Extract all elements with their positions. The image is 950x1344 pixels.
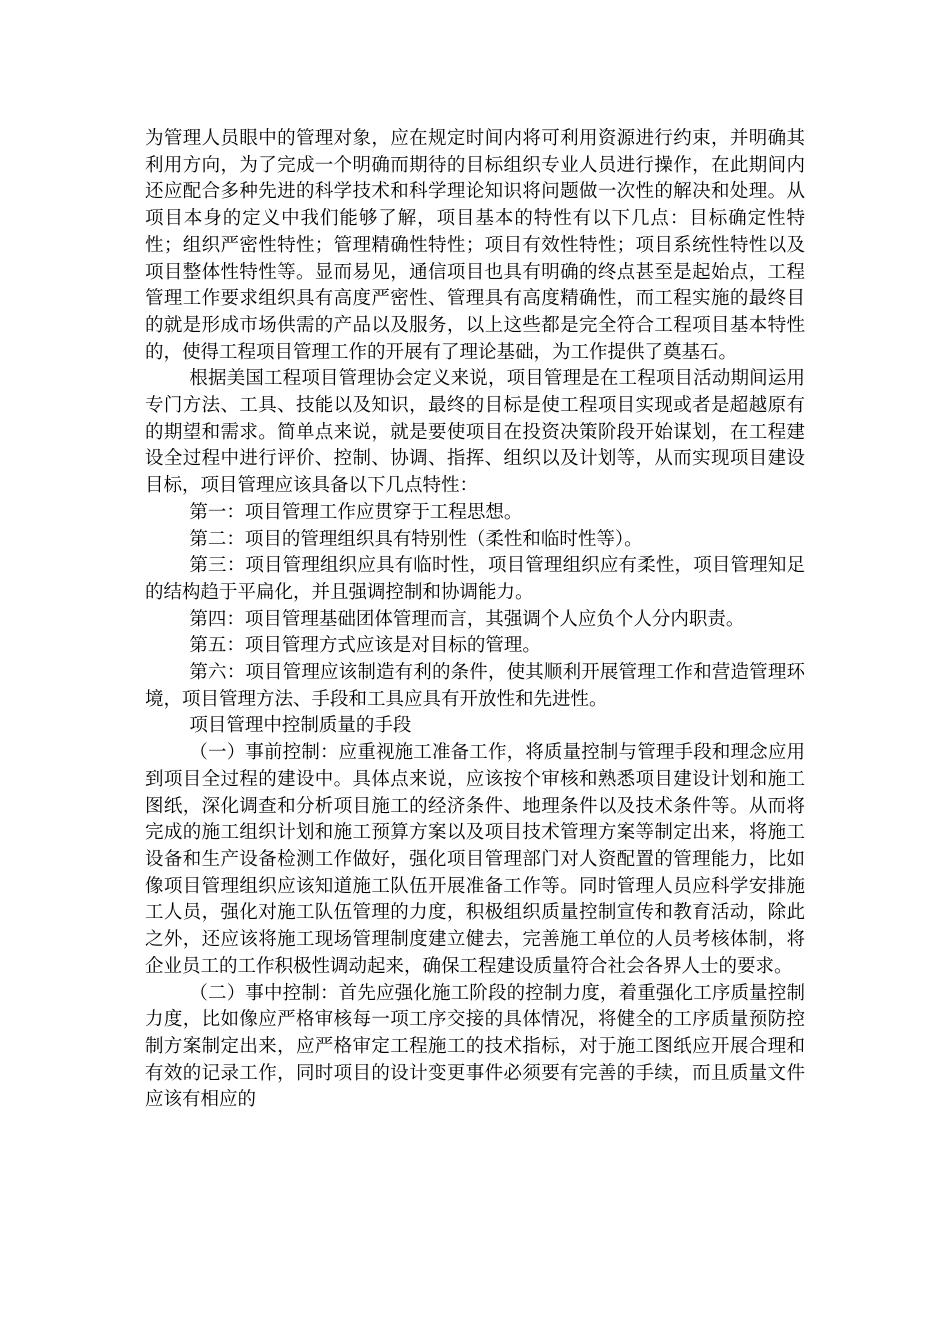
body-text — [145, 126, 805, 1114]
list-item-fifth: 第五：项目管理方式应该是对目标的管理。 — [189, 635, 541, 657]
list-item-third: 第三：项目管理组织应具有临时性，项目管理组织应有柔性，项目管理知足的结构趋于平扁化，并且强调控制和协调能力。 — [145, 555, 805, 603]
list-item-second: 第二：项目的管理组织具有特别性（柔性和临时性等）。 — [189, 528, 643, 550]
paragraph-pre-control: （一）事前控制：应重视施工准备工作，将质量控制与管理手段和理念应用到项目全过程的建设中。具体点来说，应该按个审核和熟悉项目建设计划和施工图纸，深化调查和分析项目施工的经济条件、地理条件以及技术条件等。从而将完成的施工组织计划和施工预算方案以及项目技术管理方案等制定出来，将施工设备和生产设备检测工作做好，强化项目管理部门对人资配置的管理能力，比如像项目管理组织应该知道施工队伍开展准备工作等。同时管理人员应科学安排施工人员，强化对施工队伍管理的力度，积极组织质量控制宣传和教育活动，除此之外，还应该将施工现场管理制度建立健去，完善施工单位的人员考核体制，将企业员工的工作积极性调动起来，确保工程建设质量符合社会各界人士的要求。 — [145, 742, 805, 977]
section-heading-quality-control: 项目管理中控制质量的手段 — [189, 715, 412, 737]
paragraph-project-characteristics: 为管理人员眼中的管理对象，应在规定时间内将可利用资源进行约束，并明确其利用方向，为了完成一个明确而期待的目标组织专业人员进行操作，在此期间内还应配合多种先进的科学技术和科学理论知识将问题做一次性的解决和处理。从项目本身的定义中我们能够了解，项目基本的特性有以下几点：目标确定性特性；组织严密性特性；管理精确性特性；项目有效性特性；项目系统性特性以及项目整体性特性等。显而易见，通信项目也具有明确的终点甚至是起始点，工程管理工作要求组织具有高度严密性、管理具有高度精确性，而工程实施的最终目的就是形成市场供需的产品以及服务，以上这些都是完全符合工程项目基本特性的，使得工程项目管理工作的开展有了理论基础，为工作提供了奠基石。 — [145, 128, 805, 363]
list-item-first: 第一：项目管理工作应贯穿于工程思想。 — [189, 501, 523, 523]
paragraph-in-process-control: （二）事中控制：首先应强化施工阶段的控制力度，着重强化工序质量控制力度，比如像应严格审核每一项工序交接的具体情况，将健全的工序质量预防控制方案制定出来，应严格审定工程施工的技术指标，对于施工图纸应开展合理和有效的记录工作，同时项目的设计变更事件必须要有完善的手续，而且质量文件应该有相应的 — [145, 982, 805, 1111]
list-item-fourth: 第四：项目管理基础团体管理而言，其强调个人应负个人分内职责。 — [189, 608, 745, 630]
paragraph-pm-definition: 根据美国工程项目管理协会定义来说，项目管理是在工程项目活动期间运用专门方法、工具、技能以及知识，最终的目标是使工程项目实现或者是超越原有的期望和需求。简单点来说，就是要使项目在投资决策阶段开始谋划，在工程建设全过程中进行评价、控制、协调、指挥、组织以及计划等，从而实现项目建设目标，项目管理应该具备以下几点特性： — [145, 368, 805, 497]
list-item-sixth: 第六：项目管理应该制造有利的条件，使其顺利开展管理工作和营造管理环境，项目管理方法、手段和工具应具有开放性和先进性。 — [145, 662, 805, 710]
